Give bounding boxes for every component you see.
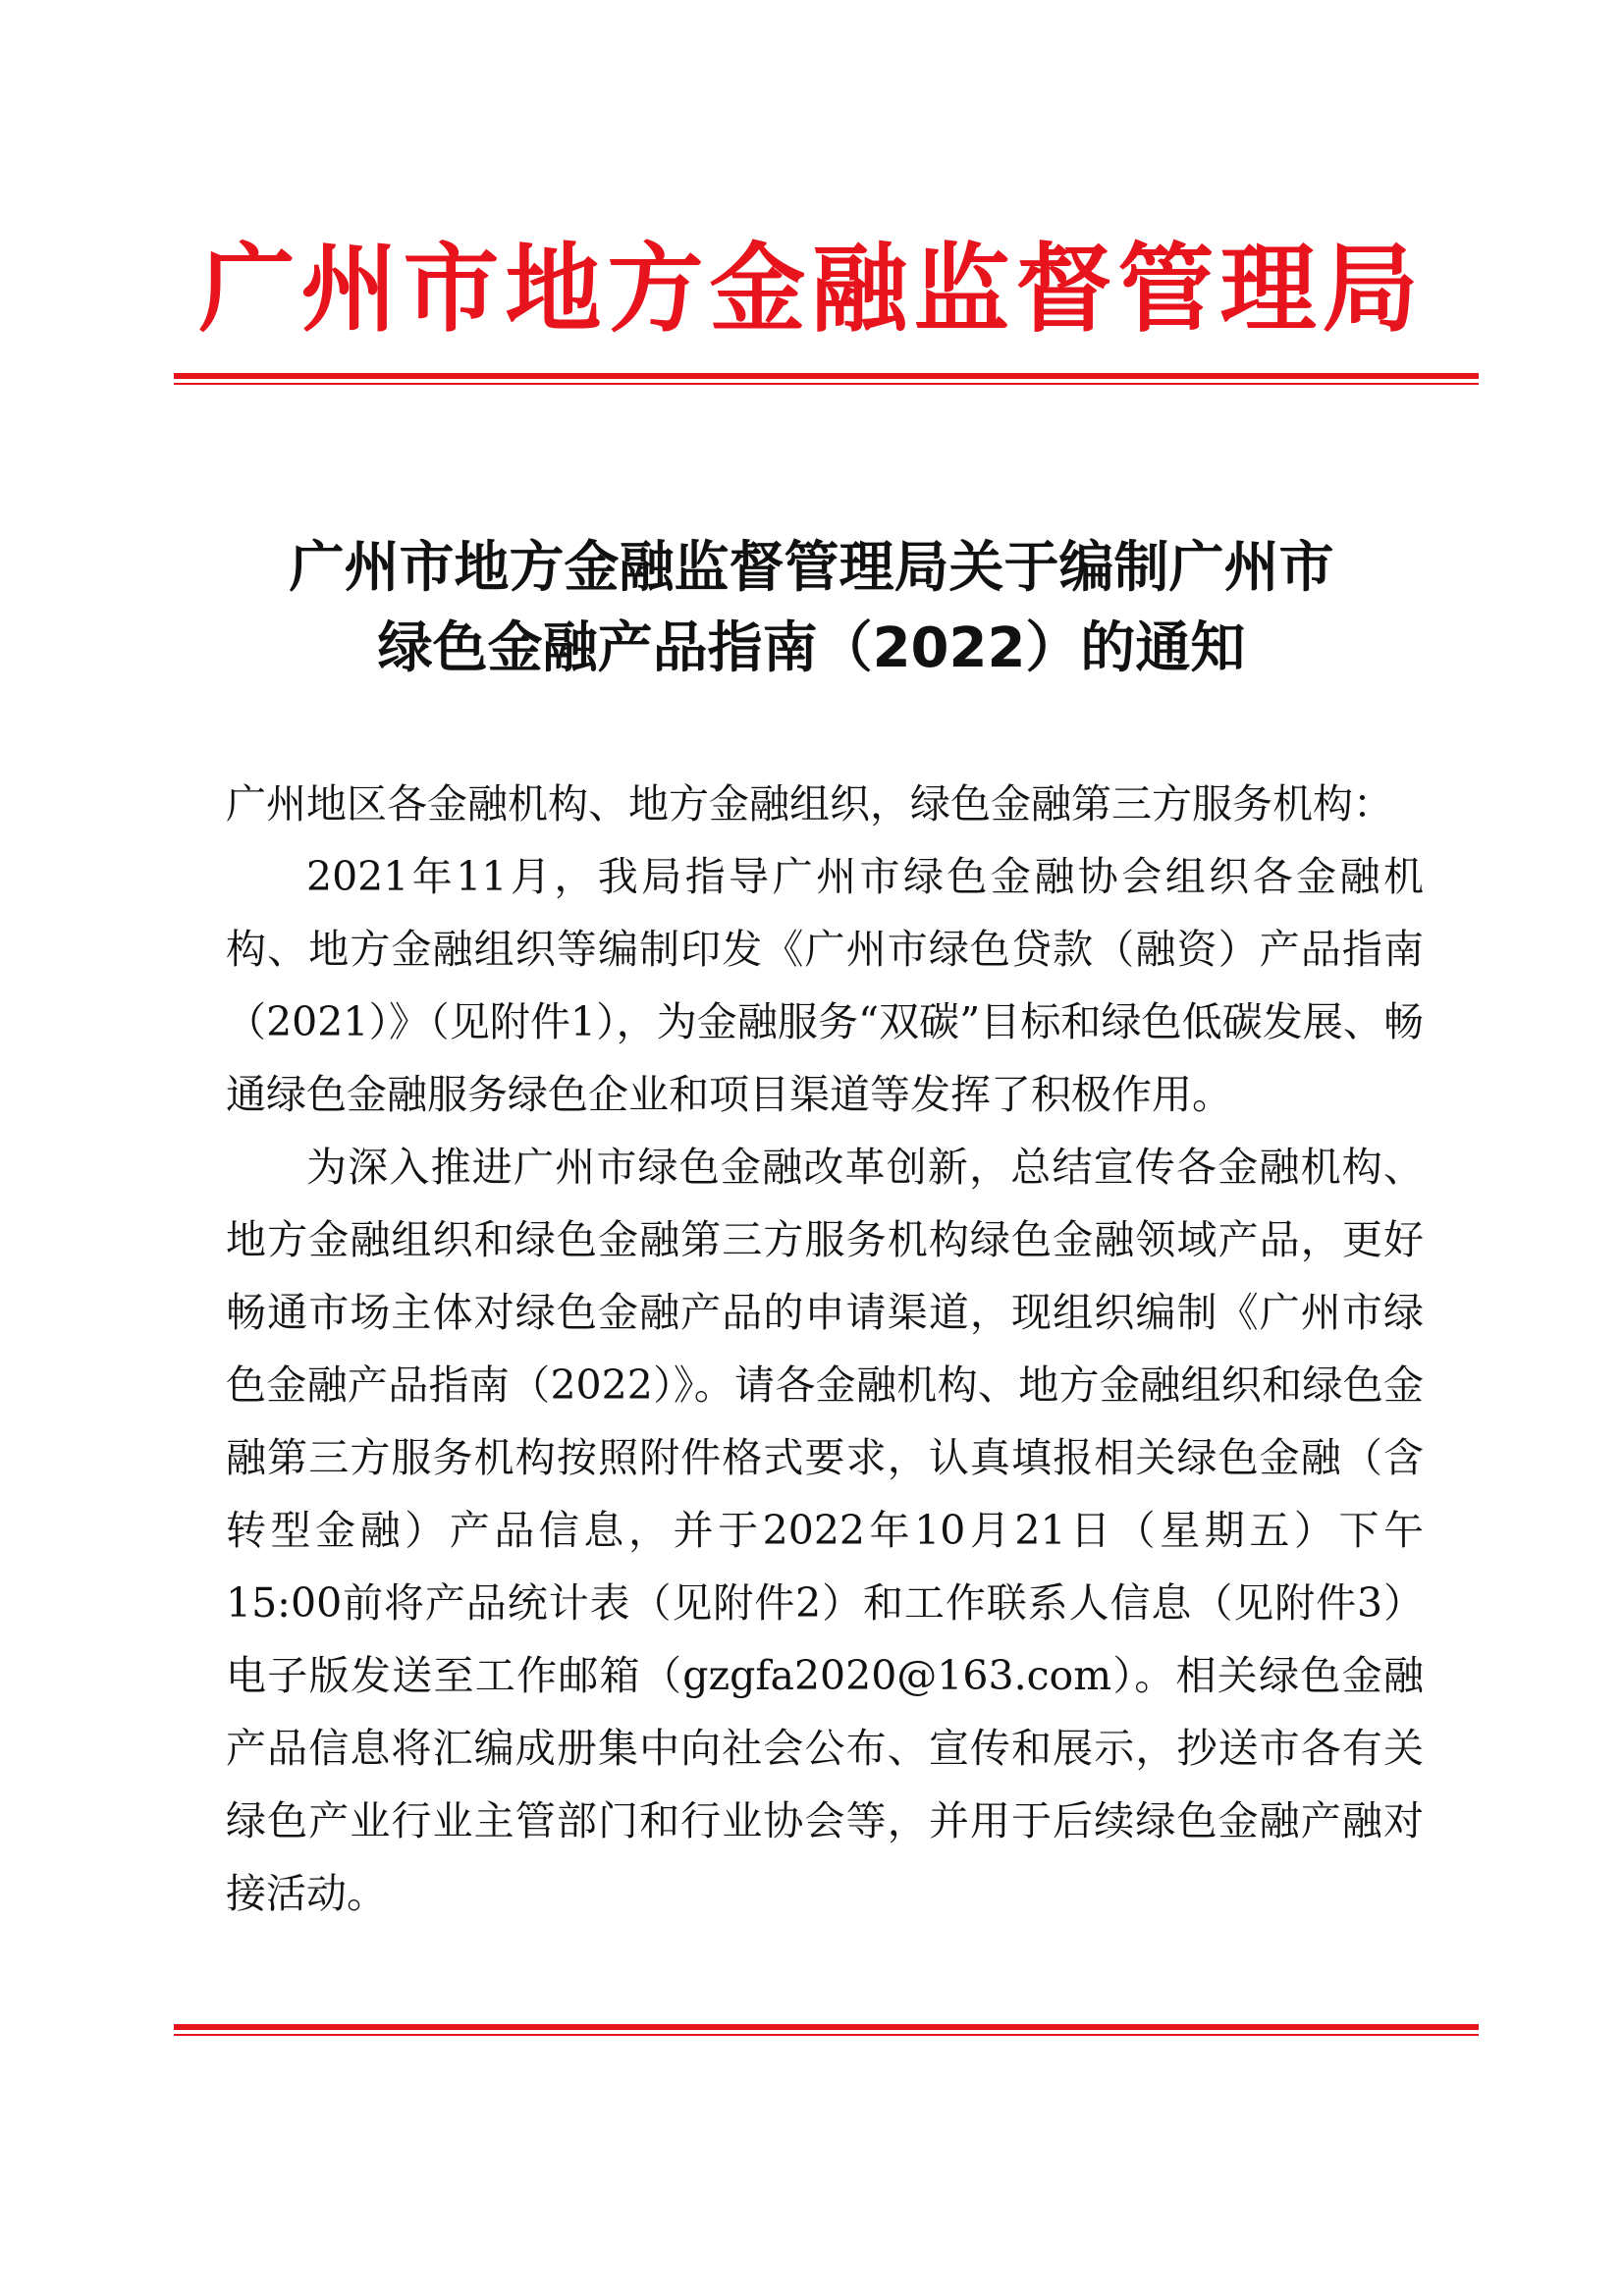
letterhead-org-name: 广州市地方金融监督管理局 bbox=[198, 234, 1425, 346]
letterhead-divider bbox=[174, 373, 1479, 385]
document-title-line-2: 绿色金融产品指南（2022）的通知 bbox=[377, 616, 1246, 680]
footer-divider bbox=[174, 2024, 1479, 2036]
document-title-line-1: 广州市地方金融监督管理局关于编制广州市 bbox=[289, 536, 1334, 600]
paragraph-2: 为深入推进广州市绿色金融改革创新，总结宣传各金融机构、地方金融组织和绿色金融第三方服务机构绿色金融领域产品，更好畅通市场主体对绿色金融产品的申请渠道，现组织编制《广州市绿色金融产品指南（2022）》。请各金融机构、地方金融组织和绿色金融第三方服务机构按照附件格式要求，认真填报相关绿色金融（含转型金融）产品信息，并于2022年10月21日（星期五）下午15:00前将产品统计表（见附件2）和工作联系人信息（见附件3）电子版发送至工作邮箱（gzgfa2020@163.com）。相关绿色金融产品信息将汇编成册集中向社会公布、宣传和展示，抄送市各有关绿色产业行业主管部门和行业协会等，并用于后续绿色金融产融对接活动。 bbox=[226, 1144, 1424, 1917]
paragraph-1: 2021年11月，我局指导广州市绿色金融协会组织各金融机构、地方金融组织等编制印发《广州市绿色贷款（融资）产品指南（2021）》（见附件1），为金融服务“双碳”目标和绿色低碳发展、畅通绿色金融服务绿色企业和项目渠道等发挥了积极作用。 bbox=[226, 853, 1424, 1118]
document-body bbox=[226, 768, 1424, 1930]
salutation: 广州地区各金融机构、地方金融组织，绿色金融第三方服务机构： bbox=[226, 780, 1393, 828]
document-title bbox=[177, 528, 1446, 689]
